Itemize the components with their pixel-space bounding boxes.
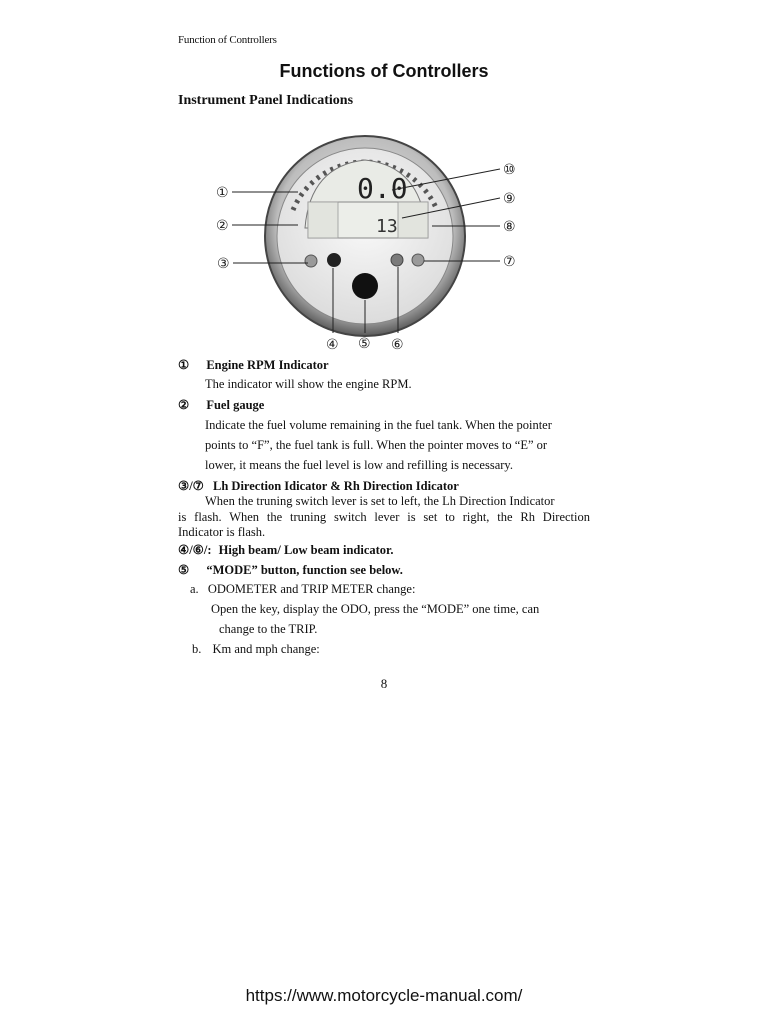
item-3-body-line: is flash. When the truning switch lever is set to right, the Rh Direction: [178, 510, 590, 524]
rh-indicator-light: [412, 254, 424, 266]
item-4-heading: High beam/ Low beam indicator.: [218, 543, 394, 557]
item-5-sub-a-marker: a.: [190, 582, 199, 596]
item-5-heading: “MODE” button, function see below.: [206, 563, 403, 577]
item-3-heading-row: [178, 478, 459, 494]
item-3-marker: ③/⑦: [178, 479, 204, 493]
item-2-body-line: lower, it means the fuel level is low and refilling is necessary.: [205, 458, 513, 472]
item-1-marker: ①: [178, 358, 190, 372]
callout-3: ③: [217, 256, 230, 272]
callout-2: ②: [216, 218, 229, 234]
mode-button: [352, 273, 378, 299]
item-2-body-line: Indicate the fuel volume remaining in the fuel tank. When the pointer: [205, 418, 552, 432]
item-1-body: The indicator will show the engine RPM.: [205, 377, 412, 391]
page-number: 8: [380, 676, 388, 691]
item-2-body-line: points to “F”, the fuel tank is full. When the pointer moves to “E” or: [205, 438, 548, 452]
lcd-speed-readout: 0.0: [357, 172, 408, 205]
item-5-sub-b-text: Km and mph change:: [212, 642, 320, 656]
callout-9: ⑨: [503, 191, 516, 207]
lcd-secondary-readout: 13: [376, 216, 398, 237]
instrument-panel-diagram: [170, 118, 530, 354]
item-1-heading: Engine RPM Indicator: [206, 358, 329, 372]
running-header: Function of Controllers: [178, 34, 277, 46]
page-title: Functions of Controllers: [279, 61, 489, 81]
item-5-sub-a: [190, 582, 415, 597]
item-5-sub-b: [192, 642, 320, 657]
item-3-body-line: Indicator is flash.: [178, 525, 266, 539]
instrument-panel-figure: [170, 118, 530, 354]
footer-url-link[interactable]: https://www.motorcycle-manual.com/: [245, 986, 523, 1005]
callout-1: ①: [216, 185, 229, 201]
item-5-sub-a-body-line: Open the key, display the ODO, press the “MODE” one time, can: [211, 602, 540, 616]
item-5-sub-a-body-line: change to the TRIP.: [219, 622, 318, 636]
lh-indicator-light: [305, 255, 317, 267]
item-5-heading-row: [178, 562, 403, 578]
item-5-sub-b-marker: b.: [192, 642, 202, 656]
callout-8: ⑧: [503, 219, 516, 235]
callout-5: ⑤: [358, 336, 371, 352]
callout-4: ④: [326, 337, 339, 353]
item-3-body-line: When the truning switch lever is set to left, the Lh Direction Indicator: [205, 494, 555, 508]
item-2-heading: Fuel gauge: [206, 398, 265, 412]
section-heading: Instrument Panel Indications: [178, 93, 354, 108]
item-2-marker: ②: [178, 398, 190, 412]
item-4-marker: ④/⑥/:: [178, 543, 212, 557]
callout-7: ⑦: [503, 254, 516, 270]
callout-6: ⑥: [391, 337, 404, 353]
item-5-sub-a-text: ODOMETER and TRIP METER change:: [207, 582, 416, 596]
item-3-heading: Lh Direction Idicator & Rh Direction Idicator: [213, 479, 459, 493]
fuel-bar-area: [308, 202, 338, 238]
callout-10: ⑩: [503, 162, 516, 178]
low-beam-light: [391, 254, 403, 266]
item-4-heading-row: [178, 542, 394, 558]
item-1-heading-row: [178, 357, 329, 373]
high-beam-light: [327, 253, 341, 267]
item-2-heading-row: [178, 397, 264, 413]
item-5-marker: ⑤: [178, 563, 190, 577]
temp-bar-area: [398, 202, 428, 238]
